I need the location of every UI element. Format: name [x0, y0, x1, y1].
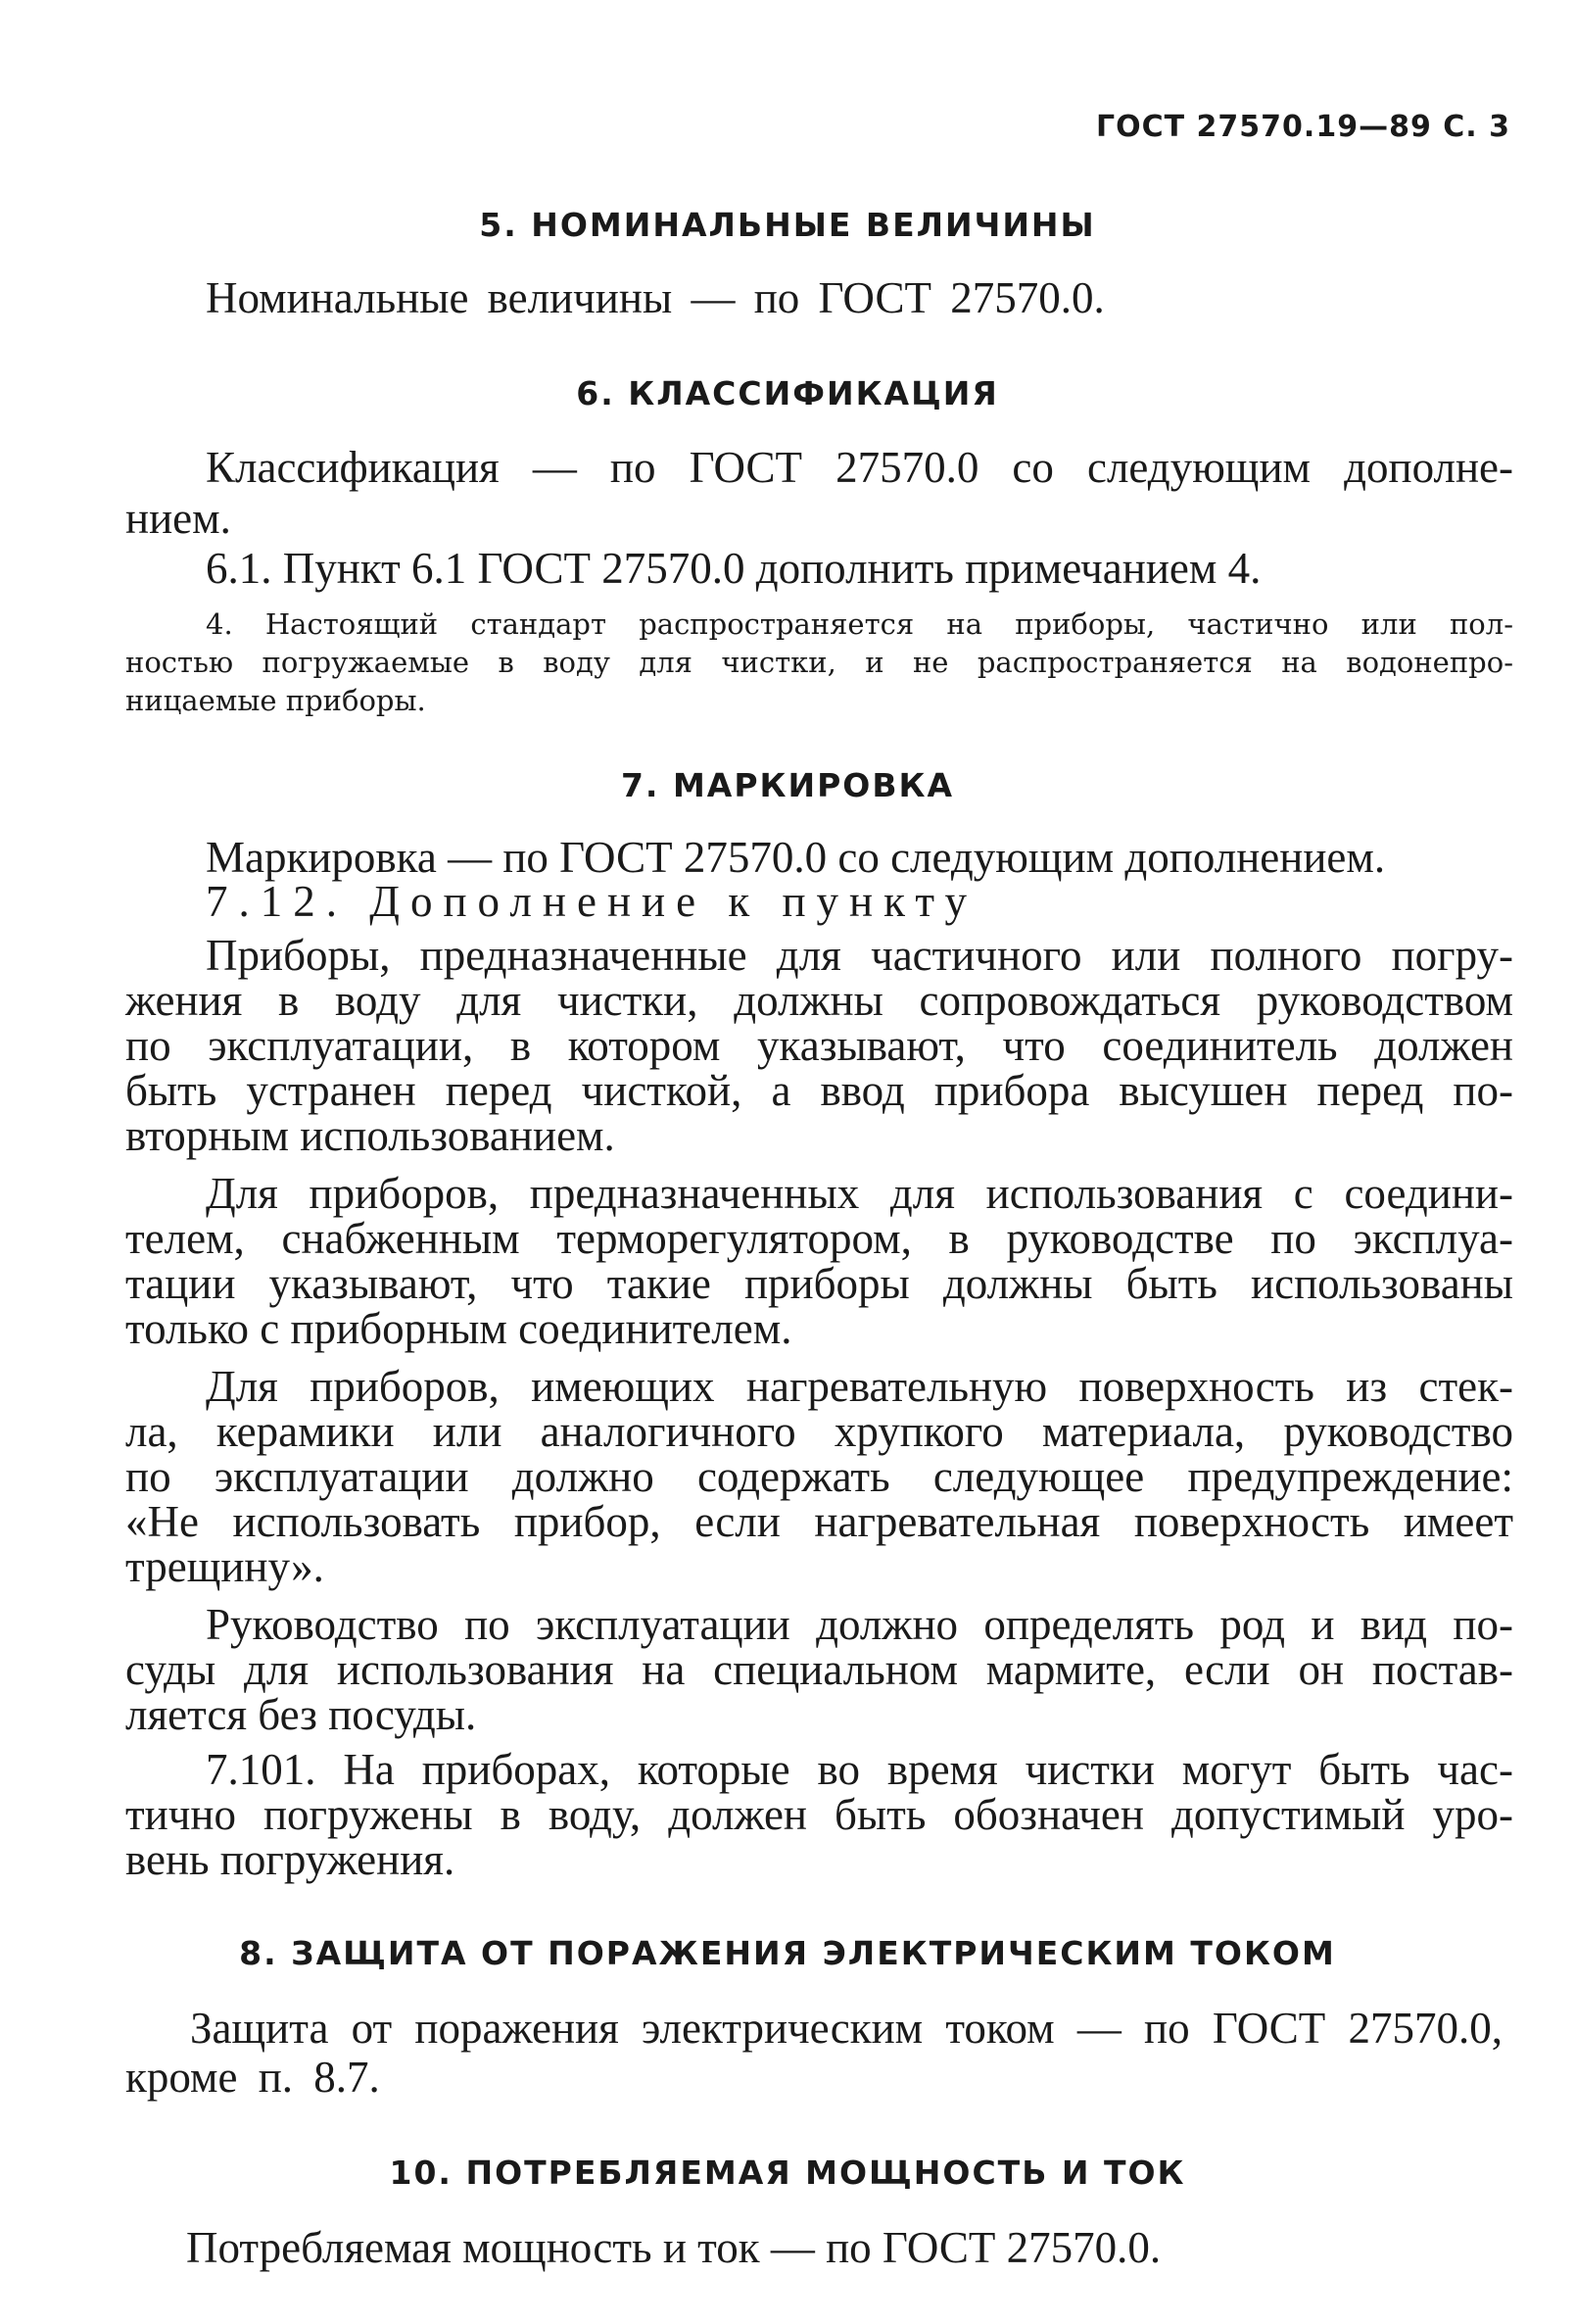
clause-7-101-line: вень погружения.	[125, 1835, 455, 1884]
paragraph-line: по эксплуатации должно содержать следующее предупреждение:	[125, 1452, 1513, 1501]
paragraph-line: ла, керамики или аналогичного хрупкого материала, руководство	[125, 1407, 1513, 1456]
section-5-text: Номинальные величины — по ГОСТ 27570.0.	[206, 273, 1105, 322]
section-6-heading: 6. КЛАССИФИКАЦИЯ	[576, 374, 999, 412]
section-7-heading: 7. МАРКИРОВКА	[620, 766, 955, 804]
paragraph-line: Для приборов, имеющих нагревательную поверхность из стек-	[206, 1362, 1513, 1411]
section-6-text-line: Классификация — по ГОСТ 27570.0 со следующим дополне-	[206, 443, 1513, 492]
note-4-line: 4. Настоящий стандарт распространяется на приборы, частично или пол-	[206, 607, 1513, 641]
section-8-heading: 8. ЗАЩИТА ОТ ПОРАЖЕНИЯ ЭЛЕКТРИЧЕСКИМ ТОКОМ	[239, 1934, 1336, 1972]
paragraph-line: трещину».	[125, 1542, 324, 1591]
paragraph-line: телем, снабженным терморегулятором, в руководстве по эксплуа-	[125, 1214, 1513, 1263]
paragraph-line: ляется без посуды.	[125, 1690, 477, 1739]
paragraph-line: суды для использования на специальном мармите, если он постав-	[125, 1645, 1513, 1694]
paragraph-line: Для приборов, предназначенных для использования с соедини-	[206, 1169, 1513, 1218]
paragraph-line: Руководство по эксплуатации должно определять род и вид по-	[206, 1600, 1513, 1649]
paragraph-line: «Не использовать прибор, если нагревательная поверхность имеет	[125, 1497, 1513, 1546]
section-6-text-line: нием.	[125, 494, 231, 543]
section-10-text: Потребляемая мощность и ток — по ГОСТ 27570.0.	[186, 2223, 1162, 2272]
note-4-line: ницаемые приборы.	[125, 684, 426, 717]
running-header: ГОСТ 27570.19—89 С. 3	[1096, 110, 1510, 144]
paragraph-line: Приборы, предназначенные для частичного или полного погру-	[206, 931, 1513, 980]
note-4-line: ностью погружаемые в воду для чистки, и не распространяется на водонепро-	[125, 646, 1513, 679]
clause-7-101-line: тично погружены в воду, должен быть обозначен допустимый уро-	[125, 1790, 1513, 1839]
paragraph-line: только с приборным соединителем.	[125, 1304, 792, 1353]
paragraph-line: тации указывают, что такие приборы должны быть использованы	[125, 1259, 1513, 1308]
paragraph-line: по эксплуатации, в котором указывают, что соединитель должен	[125, 1021, 1513, 1070]
clause-7-12: 7.12. Дополнение к пункту	[206, 877, 978, 926]
section-10-heading: 10. ПОТРЕБЛЯЕМАЯ МОЩНОСТЬ И ТОК	[389, 2154, 1186, 2192]
paragraph-line: быть устранен перед чисткой, а ввод прибора высушен перед по-	[125, 1066, 1513, 1115]
paragraph-line: жения в воду для чистки, должны сопровождаться руководством	[125, 976, 1513, 1025]
paragraph-line: вторным использованием.	[125, 1111, 615, 1160]
clause-7-101-line: 7.101. На приборах, которые во время чистки могут быть час-	[206, 1745, 1513, 1794]
section-8-text-line: кроме п. 8.7.	[125, 2053, 380, 2102]
clause-6-1: 6.1. Пункт 6.1 ГОСТ 27570.0 дополнить примечанием 4.	[206, 544, 1262, 593]
section-7-intro: Маркировка — по ГОСТ 27570.0 со следующим дополнением.	[206, 833, 1386, 882]
section-8-text-line: Защита от поражения электрическим током — по ГОСТ 27570.0,	[190, 2004, 1503, 2053]
section-5-heading: 5. НОМИНАЛЬНЫЕ ВЕЛИЧИНЫ	[479, 206, 1096, 244]
